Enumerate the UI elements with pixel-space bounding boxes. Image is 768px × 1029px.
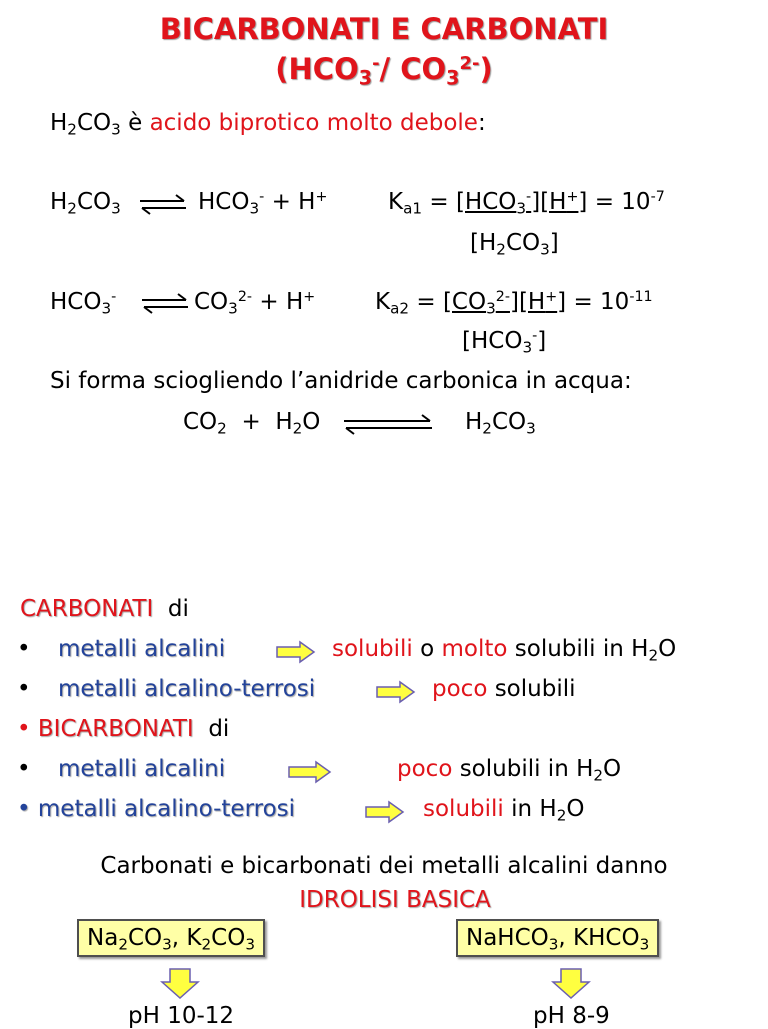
- eq3-rhs: $H_2CO_3$: [465, 409, 536, 438]
- eq1-lhs: $H_2CO_3$: [50, 189, 121, 218]
- slide-subtitle: ($HCO_3^-/$ $CO_3^{2-}$): [275, 52, 493, 90]
- idrolisi-heading: IDROLISI BASICA: [299, 887, 491, 913]
- equilibrium-arrow-1: [138, 194, 188, 214]
- bullet: •: [17, 636, 31, 662]
- right-arrow-icon: [288, 762, 332, 782]
- down-arrow-icon: [551, 968, 591, 1000]
- eq3-lhs: $CO_2 + H_2O$: [183, 409, 321, 438]
- eq2-lhs: $HCO_3^-$: [50, 289, 117, 318]
- carbonati-alcalini-value: solubili o molto solubili in $H_2O$: [332, 636, 677, 665]
- carbonati-terrosi-value: poco solubili: [432, 676, 576, 702]
- bicarbonati-alcalini-value: poco solubili in $H_2O$: [397, 756, 622, 785]
- carbonati-alcalini-label: metalli alcalini: [58, 636, 226, 662]
- right-arrow-icon: [376, 682, 416, 702]
- right-arrow-icon: [365, 802, 405, 822]
- equilibrium-arrow-3: [342, 414, 434, 434]
- bicarbonati-terrosi-value: solubili in $H_2O$: [423, 796, 585, 825]
- ka2-expression: $K_{a2} = [CO_3^{2-}][H^+] = 10^{-11}$: [375, 289, 653, 318]
- bullet: •: [17, 676, 31, 702]
- bicarbonati-alcalini-label: metalli alcalini: [58, 756, 226, 782]
- right-arrow-icon: [276, 642, 316, 662]
- intro-line: $H_2CO_3$ è acido biprotico molto debole:: [50, 110, 486, 139]
- ka1-denominator: $[H_2CO_3]$: [470, 230, 559, 259]
- bicarbonati-heading: • BICARBONATI di: [17, 716, 230, 742]
- ka1-expression: $K_{a1} = [HCO_3^-][H^+] = 10^{-7}$: [388, 189, 665, 218]
- eq2-rhs: $CO_3^{2-} + H^+$: [194, 289, 316, 318]
- bicarbonati-terrosi-row: • metalli alcalino-terrosi: [17, 796, 296, 822]
- formation-text: Si forma sciogliendo l’anidride carbonica in acqua:: [50, 368, 632, 394]
- down-arrow-icon: [160, 968, 200, 1000]
- eq1-rhs: $HCO_3^- + H^+$: [198, 189, 328, 218]
- ph-bicarbonati: pH 8-9: [533, 1003, 610, 1029]
- carbonate-salts-box: $Na_2CO_3$, $K_2CO_3$: [77, 919, 265, 957]
- carbonati-terrosi-label: metalli alcalino-terrosi: [58, 676, 316, 702]
- carbonati-heading: CARBONATI di: [20, 596, 189, 622]
- slide-title: BICARBONATI E CARBONATI: [159, 12, 609, 46]
- equilibrium-arrow-2: [140, 293, 190, 313]
- hydrolysis-text: Carbonati e bicarbonati dei metalli alcalini danno: [100, 853, 668, 879]
- bullet: •: [17, 756, 31, 782]
- ph-carbonati: pH 10-12: [128, 1003, 235, 1029]
- ka2-denominator: $[HCO_3^-]$: [462, 328, 547, 357]
- bicarbonate-salts-box: NaHCO$_3$, $KHCO_3$: [456, 919, 659, 957]
